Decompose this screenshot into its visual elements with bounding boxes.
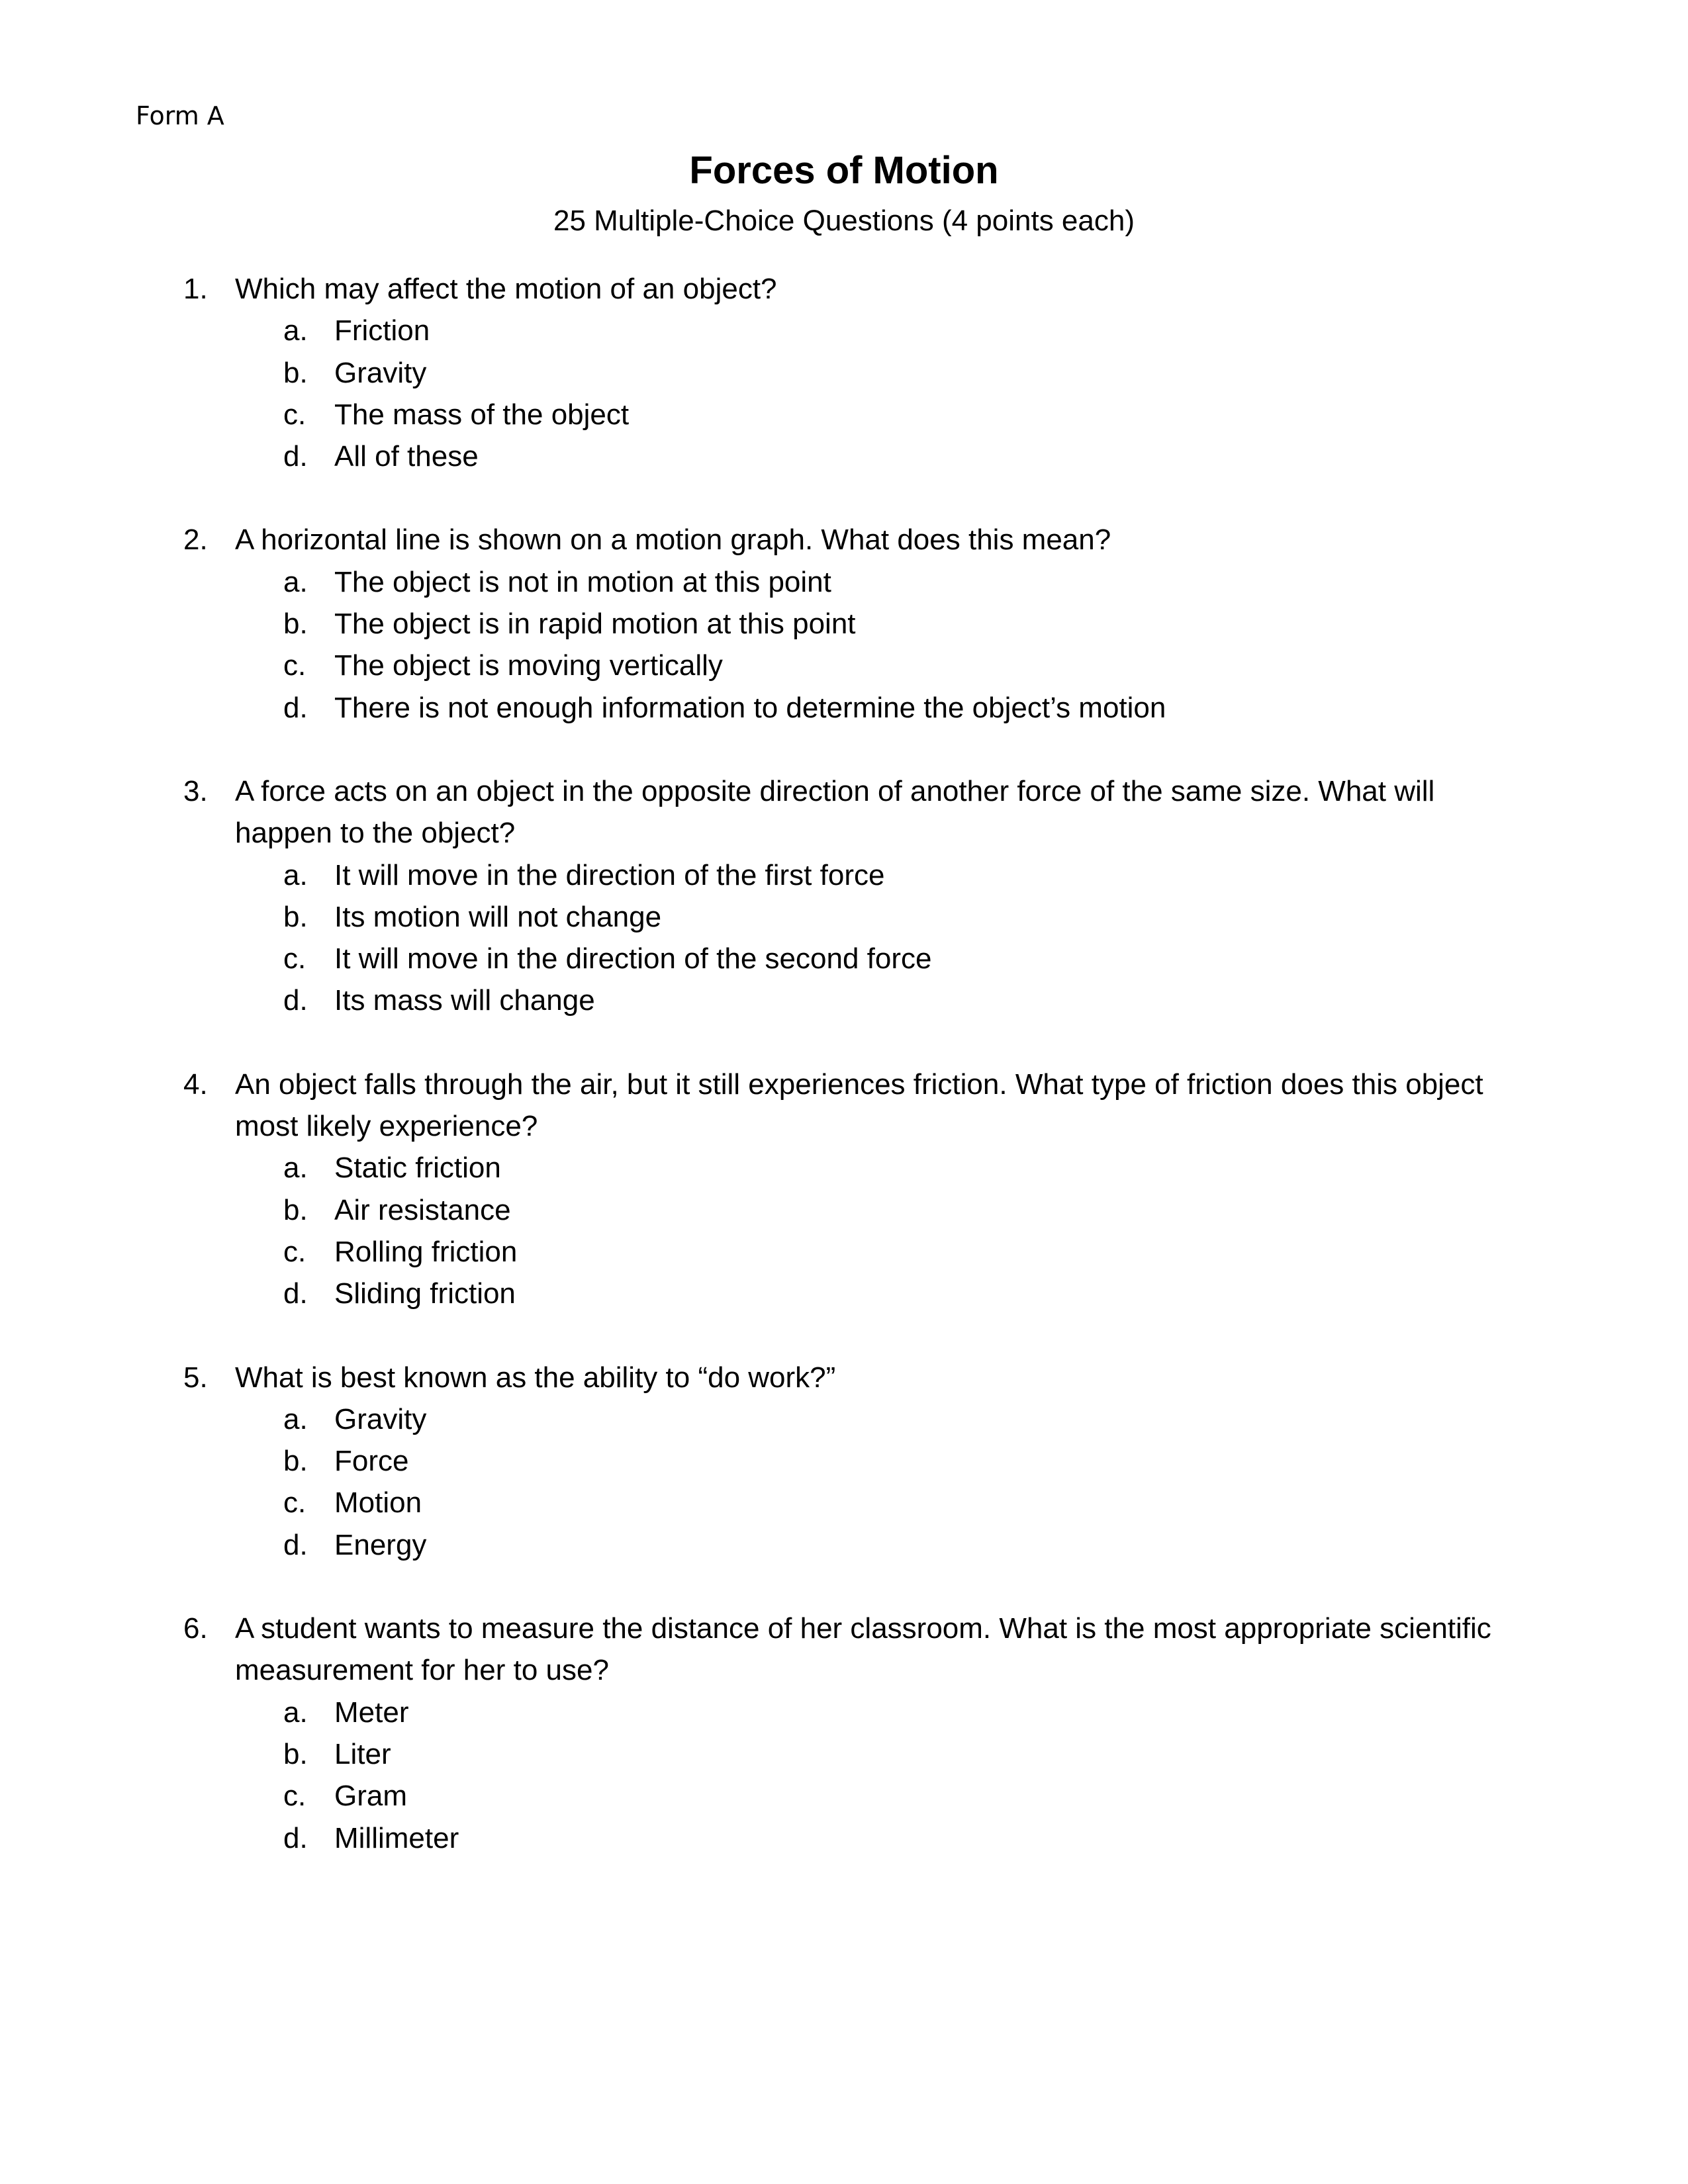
choice-letter: a. — [283, 858, 308, 891]
question — [0, 268, 1688, 477]
question-prompt: A student wants to measure the distance of her classroom. What is the most appropriate scientific measurement for her to use? — [235, 1612, 1491, 1687]
choice-item — [0, 938, 1688, 979]
question-number: 6. — [183, 1612, 208, 1645]
choice-text: Liter — [334, 1737, 391, 1770]
choice-item — [0, 1440, 1688, 1482]
question-prompt: An object falls through the air, but it still experiences friction. What type of friction does this object most likely experience? — [235, 1068, 1483, 1143]
question-number: 3. — [183, 774, 208, 807]
choice-item — [0, 1482, 1688, 1524]
choice-text: Gram — [334, 1780, 407, 1813]
choice-letter: b. — [283, 1193, 308, 1226]
choice-text: It will move in the direction of the second force — [334, 942, 932, 976]
question-text — [0, 1064, 1526, 1148]
choice-list — [0, 561, 1688, 729]
choice-letter: b. — [283, 900, 308, 933]
question — [0, 1064, 1688, 1315]
choice-letter: a. — [283, 1152, 308, 1185]
question-text — [0, 1357, 1526, 1398]
page-subtitle: 25 Multiple-Choice Questions (4 points each) — [553, 205, 1135, 237]
question-prompt: What is best known as the ability to “do work?” — [235, 1361, 836, 1394]
choice-item — [0, 1692, 1688, 1733]
choice-item — [0, 687, 1688, 729]
question-text — [0, 770, 1526, 854]
choice-text: There is not enough information to determine the object’s motion — [334, 691, 1166, 724]
question-number: 1. — [183, 273, 208, 305]
choice-letter: c. — [283, 1486, 306, 1520]
choice-text: Air resistance — [334, 1193, 511, 1226]
choice-text: The object is in rapid motion at this point — [334, 608, 856, 641]
choice-item — [0, 394, 1688, 435]
choice-letter: b. — [283, 608, 308, 641]
choice-list — [0, 1398, 1688, 1566]
choice-letter: d. — [283, 691, 308, 724]
choice-item — [0, 310, 1688, 351]
choice-text: All of these — [334, 440, 479, 473]
question-prompt: A force acts on an object in the opposite direction of another force of the same size. What will happen to the object? — [235, 774, 1435, 850]
choice-list — [0, 310, 1688, 477]
choice-letter: a. — [283, 314, 308, 347]
page-title: Forces of Motion — [689, 149, 999, 192]
form-label: Form A — [136, 101, 224, 130]
choice-item — [0, 1775, 1688, 1817]
choice-text: Gravity — [334, 1402, 427, 1435]
question-number: 5. — [183, 1361, 208, 1394]
choice-item — [0, 1817, 1688, 1859]
choice-text: Millimeter — [334, 1821, 459, 1854]
question-number: 4. — [183, 1068, 208, 1101]
question — [0, 519, 1688, 728]
choice-item — [0, 561, 1688, 603]
choice-item — [0, 854, 1688, 896]
choice-letter: c. — [283, 942, 306, 976]
choice-item — [0, 1147, 1688, 1189]
choice-text: Motion — [334, 1486, 422, 1520]
choice-letter: a. — [283, 1402, 308, 1435]
choice-item — [0, 352, 1688, 394]
choice-text: It will move in the direction of the first force — [334, 858, 885, 891]
choice-item — [0, 1398, 1688, 1440]
question — [0, 770, 1688, 1022]
choice-letter: d. — [283, 1277, 308, 1310]
question-list — [0, 268, 1688, 1901]
choice-letter: c. — [283, 1780, 306, 1813]
choice-text: The object is moving vertically — [334, 649, 723, 682]
choice-item — [0, 435, 1688, 477]
choice-text: Its mass will change — [334, 984, 595, 1017]
choice-item — [0, 603, 1688, 645]
choice-text: Force — [334, 1445, 409, 1478]
choice-item — [0, 979, 1688, 1021]
question-prompt: Which may affect the motion of an object? — [235, 273, 777, 305]
choice-text: The object is not in motion at this point — [334, 565, 831, 598]
choice-item — [0, 1231, 1688, 1273]
choice-text: Rolling friction — [334, 1235, 518, 1268]
choice-text: The mass of the object — [334, 398, 630, 431]
choice-item — [0, 1273, 1688, 1314]
choice-text: Sliding friction — [334, 1277, 516, 1310]
question-number: 2. — [183, 523, 208, 557]
question-prompt: A horizontal line is shown on a motion graph. What does this mean? — [235, 523, 1111, 557]
choice-text: Gravity — [334, 356, 427, 389]
choice-letter: a. — [283, 565, 308, 598]
choice-item — [0, 1524, 1688, 1566]
choice-letter: d. — [283, 1528, 308, 1561]
choice-item — [0, 645, 1688, 686]
choice-text: Friction — [334, 314, 430, 347]
choice-text: Meter — [334, 1696, 409, 1729]
choice-letter: d. — [283, 984, 308, 1017]
question — [0, 1608, 1688, 1859]
question-text — [0, 1608, 1526, 1692]
choice-list — [0, 1147, 1688, 1314]
choice-letter: b. — [283, 1445, 308, 1478]
choice-letter: a. — [283, 1696, 308, 1729]
choice-text: Its motion will not change — [334, 900, 662, 933]
choice-letter: c. — [283, 649, 306, 682]
question-text — [0, 519, 1526, 561]
question-text — [0, 268, 1526, 310]
choice-text: Energy — [334, 1528, 427, 1561]
header — [0, 144, 1688, 241]
choice-list — [0, 1692, 1688, 1859]
choice-letter: d. — [283, 440, 308, 473]
choice-letter: c. — [283, 398, 306, 431]
choice-item — [0, 1733, 1688, 1775]
choice-letter: b. — [283, 1737, 308, 1770]
choice-letter: b. — [283, 356, 308, 389]
choice-item — [0, 1189, 1688, 1231]
choice-item — [0, 896, 1688, 938]
choice-text: Static friction — [334, 1152, 501, 1185]
choice-letter: d. — [283, 1821, 308, 1854]
choice-letter: c. — [283, 1235, 306, 1268]
choice-list — [0, 854, 1688, 1022]
question — [0, 1357, 1688, 1566]
